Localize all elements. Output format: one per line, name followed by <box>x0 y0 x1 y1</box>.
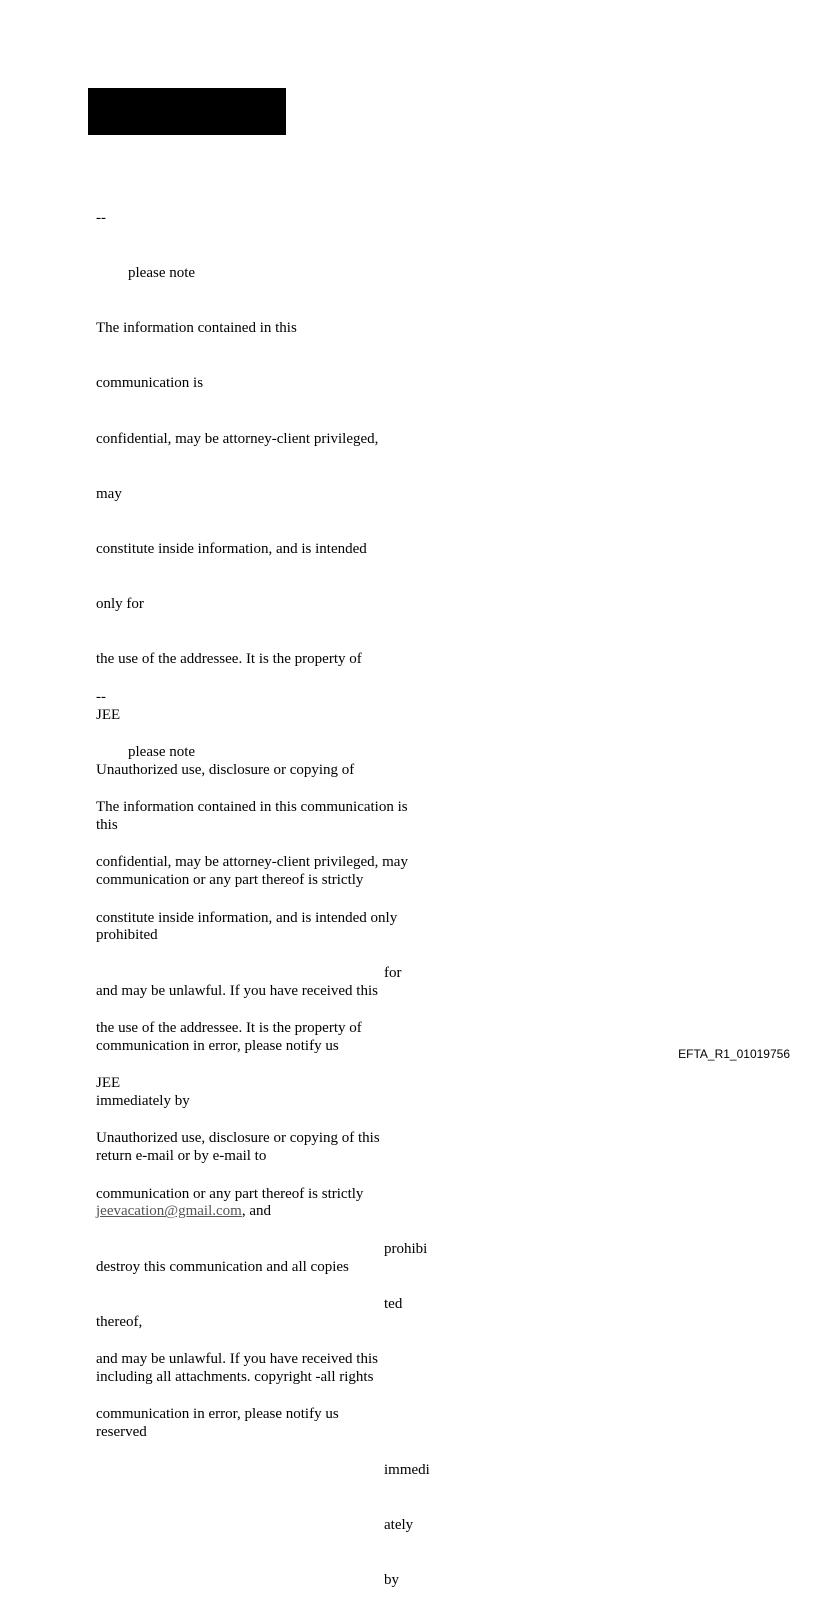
disclaimer-line: JEE <box>96 1075 121 1092</box>
disclaimer-line-fragment: by <box>384 1572 399 1589</box>
redaction-box <box>88 88 286 135</box>
disclaimer-line: communication is <box>96 375 204 392</box>
disclaimer-line: immediately by <box>96 1093 190 1110</box>
disclaimer-line-fragment: ately <box>384 1516 414 1533</box>
disclaimer-line: constitute inside information, and is intended only <box>96 909 398 926</box>
email-link[interactable]: jeevacation@gmail.com <box>96 1203 242 1220</box>
disclaimer-line-fragment: prohibi <box>384 1240 428 1257</box>
disclaimer-line: communication or any part thereof is strictly <box>96 1185 364 1202</box>
disclaimer-line: constitute inside information, and is intended <box>96 541 367 558</box>
disclaimer-line-fragment: ted <box>384 1296 403 1313</box>
disclaimer-line: Unauthorized use, disclosure or copying of <box>96 761 355 778</box>
disclaimer-line: the use of the addressee. It is the property of <box>96 1020 362 1037</box>
disclaimer-line: and may be unlawful. If you have received this <box>96 982 378 999</box>
disclaimer-line: communication in error, please notify us <box>96 1037 339 1054</box>
email-suffix: , and <box>241 1203 272 1220</box>
disclaimer-line: return e-mail or by e-mail to <box>96 1148 267 1165</box>
disclaimer-line: JEE <box>96 706 121 723</box>
disclaimer-line: only for <box>96 596 144 613</box>
disclaimer-line: communication in error, please notify us <box>96 1406 339 1423</box>
disclaimer-line: confidential, may be attorney-client privileged, <box>96 430 379 447</box>
disclaimer-line: including all attachments. copyright -all rights <box>96 1369 374 1386</box>
disclaimer-heading: please note <box>128 744 196 761</box>
disclaimer-line: communication or any part thereof is strictly <box>96 872 364 889</box>
document-id: EFTA_R1_01019756 <box>678 1047 790 1061</box>
separator-dash: -- <box>96 688 106 705</box>
disclaimer-line: this <box>96 817 118 834</box>
disclaimer-line: reserved <box>96 1424 147 1441</box>
disclaimer-line: thereof, <box>96 1313 143 1330</box>
separator-dash: -- <box>96 209 106 226</box>
disclaimer-line: Unauthorized use, disclosure or copying of this <box>96 1130 380 1147</box>
disclaimer-line: prohibited <box>96 927 158 944</box>
disclaimer-line: The information contained in this communication is <box>96 799 408 816</box>
disclaimer-line-fragment: immedi <box>384 1461 430 1478</box>
disclaimer-line: the use of the addressee. It is the property of <box>96 651 362 668</box>
disclaimer-line-fragment: for <box>384 964 402 981</box>
disclaimer-heading: please note <box>128 265 196 282</box>
disclaimer-line: confidential, may be attorney-client privileged, may <box>96 854 408 871</box>
disclaimer-block-2 <box>96 651 430 1608</box>
disclaimer-line: destroy this communication and all copies <box>96 1258 349 1275</box>
disclaimer-line: and may be unlawful. If you have received this <box>96 1351 378 1368</box>
disclaimer-line: may <box>96 485 122 502</box>
disclaimer-line: The information contained in this <box>96 320 297 337</box>
